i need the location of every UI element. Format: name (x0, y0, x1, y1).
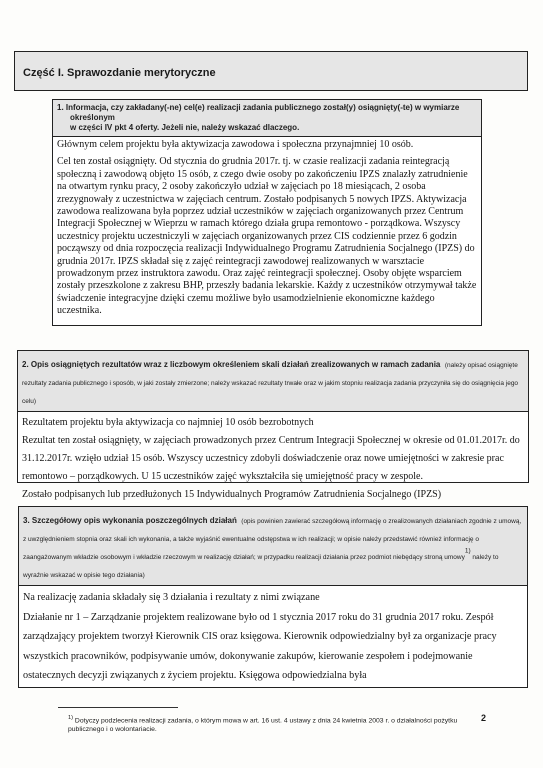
section-2-header (18, 351, 528, 412)
section-2-body (18, 412, 528, 506)
footnote (68, 714, 488, 734)
footnote-text: Dotyczy podzlecenia realizacji zadania, o którym mowa w art. 16 ust. 4 ustawy z dnia 24 kwietnia 2003 r. o działalności pożytku publicznego i o wolontariacie. (68, 717, 458, 734)
section-2-paragraph-1: Rezultatem projektu była aktywizacja co najmniej 10 osób bezrobotnych (22, 417, 314, 428)
footnote-rule (58, 707, 178, 708)
section-1-title-line-3: w części IV pkt 4 oferty. Jeżeli nie, należy wskazać dlaczego. (70, 123, 300, 132)
section-3-header (19, 507, 527, 586)
section-1-paragraph-1: Głównym celem projektu była aktywizacja zawodowa i społeczna przynajmniej 10 osób. (57, 139, 414, 150)
footnote-marker: 1) (68, 715, 74, 721)
section-3-body (19, 586, 527, 688)
section-1-paragraph-2: Cel ten został osiągnięty. Od stycznia do grudnia 2017r. tj. w czasie realizacji zadania reintegracją społeczną i zawodową objęto 15 osób, z czego dwie osoby po zakończeniu IPZS znalazły zatrudnienie na otwartym rynku pracy, 2 osoby zakończyło udział w zajęciach po 18 miesiącach, 2 osoba zrezygnowały z uczestnictwa w zajęciach centrum. Zostało podpisanych 5 nowych IPZS. Aktywizacja zawodowa realizowana była poprzez udział uczestników w zajęciach organizowanych przez Centrum Integracji Społecznej w Wieprzu w ramach którego działa grupa remontowo - porządkowa. Wszyscy uczestnicy projektu uczestniczyli w zajęciach organizowanych przez CIS codziennie przez 6 godzin począwszy od dnia rozpoczęcia realizacji Indywidualnego Programu Zatrudnienia Socjalnego (IPZS) do grudnia 2017r. IPZS składał się z zajęć reintegracji zawodowej realizowanych w warsztacie prowadzonym przez instruktora zawodu. Oraz zajęć reintegracji społecznej. Osoby objęte wsparciem zostały przeszkolone z zakresu BHP, przeszły badania lekarskie. Każdy z uczestników otrzymywał także świadczenie integracyjne dzięki czemu możliwe było usamodzielnienie ekonomiczne każdego uczestnika. (57, 156, 477, 317)
section-3-paragraph-2: Działanie nr 1 – Zarządzanie projektem realizowane było od 1 stycznia 2017 roku do 31 grudnia 2017 roku. Zespół zarządzający projektem tworzył Kierownik CIS oraz księgowa. Kierownik odpowiedzialny był za organizacje pracy wszystkich pracowników, podpisywanie umów, dokonywanie zakupów, kierowanie zespołem i podejmowanie ostatecznych decyzji związanych z życiem projektu. Księgowa odpowiedzialna była (23, 611, 497, 681)
section-3-note-footnote-ref: 1) (464, 547, 471, 555)
section-3-note: (opis powinien zawierać szczegółową informację o zrealizowanych działaniach zgodnie z umową, z uwzględnieniem stopnia oraz skali ich wykonania, a także wyjaśnić ewentualne odstępstwa w ich realizacji; w opisie należy przedstawić również informację o zaangażowanym wkładzie osobowym i wkładzie rzeczowym w realizację działań; w przypadku realizacji działania przez podmiot niebędący stroną umowy (23, 518, 522, 561)
page-number: 2 (481, 713, 487, 723)
section-2-paragraph-3: Zostało podpisanych lub przedłużonych 15 Indywidualnych Programów Zatrudnienia Socjalnego (IPZS) (22, 489, 442, 500)
section-2-note: (należy opisać osiągnięte rezultaty zadania publicznego i sposób, w jaki zostały zmierzone; należy wskazać rezultaty trwałe oraz w jakim stopniu realizacja zadania przyczyniła się do osiągnięcia jego celu) (22, 362, 519, 405)
section-3-note-end: należy to wyraźnie wskazać w opisie tego działania) (23, 554, 499, 579)
section-1-title-line-2: określonym (70, 113, 115, 122)
section-1-title-line-1: 1. Informacja, czy zakładany(-ne) cel(e) realizacji zadania publicznego został(y) osiągnięty(-te) w wymiarze (57, 103, 460, 112)
section-2-box (17, 350, 529, 500)
section-3-title: 3. Szczegółowy opis wykonania poszczególnych działań (23, 516, 237, 525)
section-3-paragraph-1: Na realizację zadania składały się 3 działania i rezultaty z nimi związane (23, 592, 320, 603)
section-1-body (53, 137, 481, 320)
part-title: Część I. Sprawozdanie merytoryczne (14, 51, 528, 91)
section-1-header (53, 100, 481, 137)
section-3-box (18, 506, 528, 688)
section-2-title: 2. Opis osiągniętych rezultatów wraz z liczbowym określeniem skali działań zrealizowanych w ramach zadania (22, 360, 441, 369)
section-2-paragraph-2: Rezultat ten został osiągnięty, w zajęciach prowadzonych przez Centrum Integracji Społecznej w okresie od 01.01.2017r. do 31.12.2017r. wzięło udział 15 osób. Wszyscy uczestnicy zdobyli doświadczenie oraz nowe umiejętności w zakresie prac remontowo – porządkowych. U 15 uczestników zajęć wykształciła się umiejętność pracy w zespole. (22, 435, 520, 482)
section-1-box (52, 99, 482, 326)
